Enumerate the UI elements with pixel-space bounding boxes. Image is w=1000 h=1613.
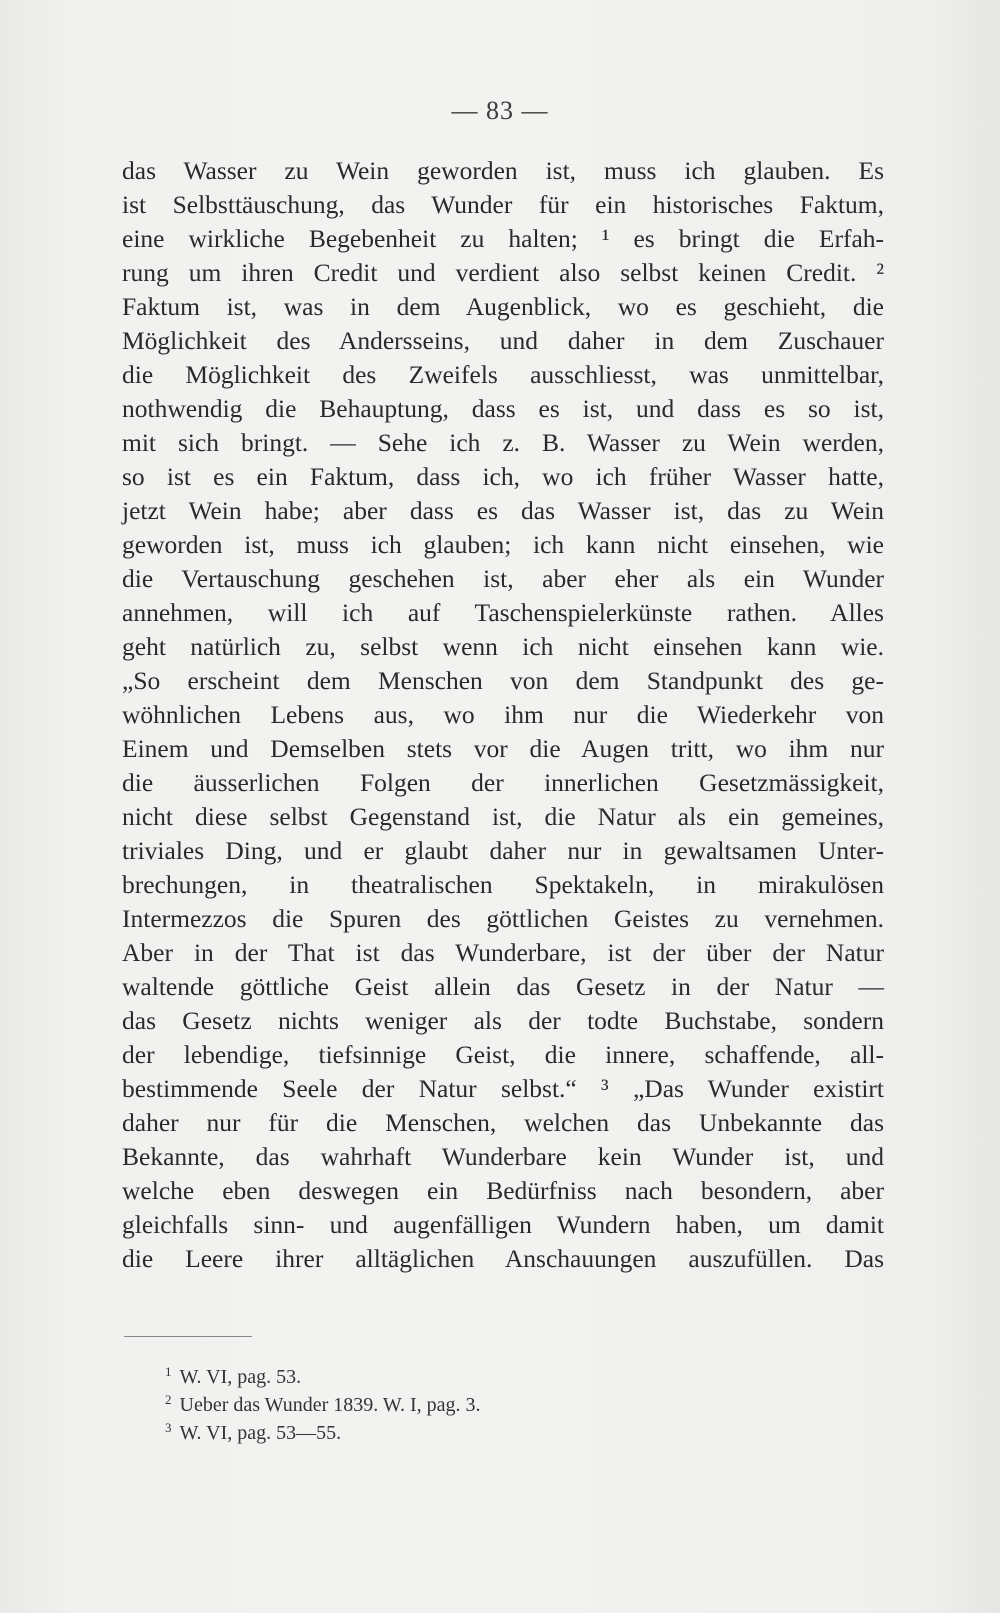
text-line: so ist es ein Faktum, dass ich, wo ich früher Wasser hatte, <box>122 462 884 491</box>
footnote-marker: 1 <box>165 1364 172 1379</box>
text-line: Faktum ist, was in dem Augenblick, wo es geschieht, die <box>122 292 884 321</box>
text-line: geworden ist, muss ich glauben; ich kann nicht einsehen, wie <box>122 530 884 559</box>
text-line: daher nur für die Menschen, welchen das Unbekannte das <box>122 1108 884 1137</box>
text-line: die Leere ihrer alltäglichen Anschauungen auszufüllen. Das <box>122 1244 884 1273</box>
text-line: Aber in der That ist das Wunderbare, ist der über der Natur <box>122 938 884 967</box>
footnotes <box>165 1358 665 1442</box>
text-line: geht natürlich zu, selbst wenn ich nicht einsehen kann wie. <box>122 632 884 661</box>
footnote <box>165 1386 665 1414</box>
text-line: waltende göttliche Geist allein das Gesetz in der Natur — <box>122 972 884 1001</box>
text-line: jetzt Wein habe; aber dass es das Wasser ist, das zu Wein <box>122 496 884 525</box>
body-text <box>122 154 884 1276</box>
footnote-marker: 3 <box>165 1420 172 1435</box>
text-line: „So erscheint dem Menschen von dem Standpunkt des ge- <box>122 666 884 695</box>
text-line: die Möglichkeit des Zweifels ausschliesst, was unmittelbar, <box>122 360 884 389</box>
text-line: eine wirkliche Begebenheit zu halten; ¹ es bringt die Erfah- <box>122 224 884 253</box>
text-line: ist Selbsttäuschung, das Wunder für ein historisches Faktum, <box>122 190 884 219</box>
text-line: Möglichkeit des Andersseins, und daher in dem Zuschauer <box>122 326 884 355</box>
page-number: — 83 — <box>451 96 549 125</box>
text-line: gleichfalls sinn- und augenfälligen Wundern haben, um damit <box>122 1210 884 1239</box>
text-line: triviales Ding, und er glaubt daher nur in gewaltsamen Unter- <box>122 836 884 865</box>
text-line: rung um ihren Credit und verdient also selbst keinen Credit. ² <box>122 258 884 287</box>
footnote-marker: 2 <box>165 1392 172 1407</box>
text-line: brechungen, in theatralischen Spektakeln, in mirakulösen <box>122 870 884 899</box>
text-line: der lebendige, tiefsinnige Geist, die innere, schaffende, all- <box>122 1040 884 1069</box>
footnote-text: W. VI, pag. 53. <box>179 1366 302 1388</box>
text-line: Intermezzos die Spuren des göttlichen Geistes zu vernehmen. <box>122 904 884 933</box>
text-line: das Wasser zu Wein geworden ist, muss ich glauben. Es <box>122 156 884 185</box>
text-line: mit sich bringt. — Sehe ich z. B. Wasser zu Wein werden, <box>122 428 884 457</box>
text-line: annehmen, will ich auf Taschenspielerkünste rathen. Alles <box>122 598 884 627</box>
footnote <box>165 1414 665 1442</box>
text-line: die Vertauschung geschehen ist, aber eher als ein Wunder <box>122 564 884 593</box>
footnote-text: Ueber das Wunder 1839. W. I, pag. 3. <box>179 1394 481 1416</box>
text-line: nicht diese selbst Gegenstand ist, die Natur als ein gemeines, <box>122 802 884 831</box>
text-line: Bekannte, das wahrhaft Wunderbare kein Wunder ist, und <box>122 1142 884 1171</box>
text-line: das Gesetz nichts weniger als der todte Buchstabe, sondern <box>122 1006 884 1035</box>
text-line: Einem und Demselben stets vor die Augen tritt, wo ihm nur <box>122 734 884 763</box>
text-line: welche eben deswegen ein Bedürfniss nach besondern, aber <box>122 1176 884 1205</box>
text-line: bestimmende Seele der Natur selbst.“ ³ „Das Wunder existirt <box>122 1074 884 1103</box>
footnote-divider <box>124 1336 252 1337</box>
text-line: nothwendig die Behauptung, dass es ist, und dass es so ist, <box>122 394 884 423</box>
text-line: wöhnlichen Lebens aus, wo ihm nur die Wiederkehr von <box>122 700 884 729</box>
footnote <box>165 1358 665 1386</box>
text-line: die äusserlichen Folgen der innerlichen Gesetzmässigkeit, <box>122 768 884 797</box>
footnote-text: W. VI, pag. 53—55. <box>179 1422 342 1444</box>
